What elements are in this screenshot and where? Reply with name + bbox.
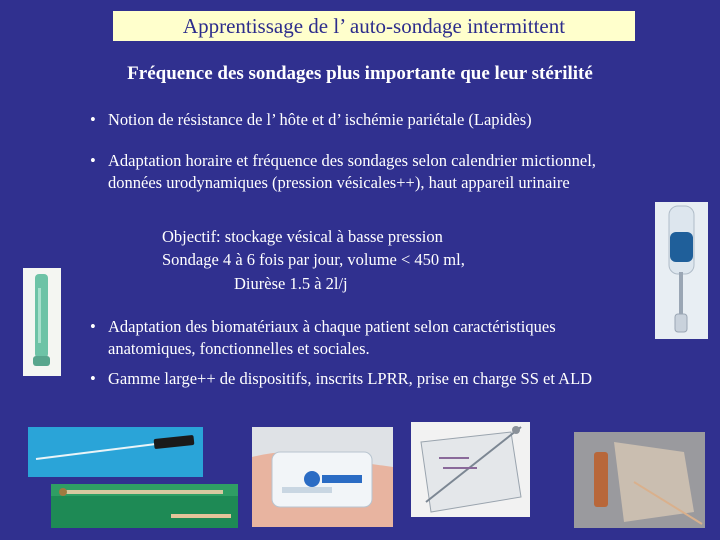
bullet-item: [90, 150, 596, 194]
bullet-text-line: Notion de résistance de l’ hôte et d’ ischémie pariétale (Lapidès): [108, 110, 532, 129]
bullet-marker: •: [90, 317, 96, 336]
bullet-marker: •: [90, 110, 96, 129]
catheter-kit-hand-photo: [252, 427, 393, 527]
bullet-text-line: Gamme large++ de dispositifs, inscrits LPRR, prise en charge SS et ALD: [108, 369, 593, 388]
bullet-marker: •: [90, 151, 96, 170]
objective-line: Objectif: stockage vésical à basse pression: [162, 227, 443, 246]
slide-title: Apprentissage de l’ auto-sondage intermittent: [182, 13, 566, 38]
bullet-text-line: Adaptation des biomatériaux à chaque patient selon caractéristiques: [108, 317, 556, 336]
bullet-text-line: Adaptation horaire et fréquence des sondages selon calendrier mictionnel,: [108, 151, 596, 170]
catheter-bag-grey-photo: [574, 432, 705, 528]
objective-line: Diurèse 1.5 à 2l/j: [234, 274, 348, 293]
bullet-item: [90, 316, 556, 360]
catheter-green-photo: [51, 484, 238, 528]
bullet-marker: •: [90, 369, 96, 388]
catheter-bag-photo: [655, 202, 708, 339]
objective-line: Sondage 4 à 6 fois par jour, volume < 450 ml,: [162, 250, 465, 269]
catheter-blue-photo: [28, 427, 203, 477]
bullet-item: [90, 368, 593, 390]
catheter-plate-photo: [411, 422, 530, 517]
catheter-tube-photo: [23, 268, 61, 376]
bullet-item: [90, 109, 532, 131]
slide-subtitle: Fréquence des sondages plus importante que leur stérilité: [127, 63, 593, 84]
bullet-text-line: données urodynamiques (pression vésicales++), haut appareil urinaire: [108, 173, 570, 192]
bullet-text-line: anatomiques, fonctionnelles et sociales.: [108, 339, 370, 358]
title-box: [113, 11, 635, 41]
